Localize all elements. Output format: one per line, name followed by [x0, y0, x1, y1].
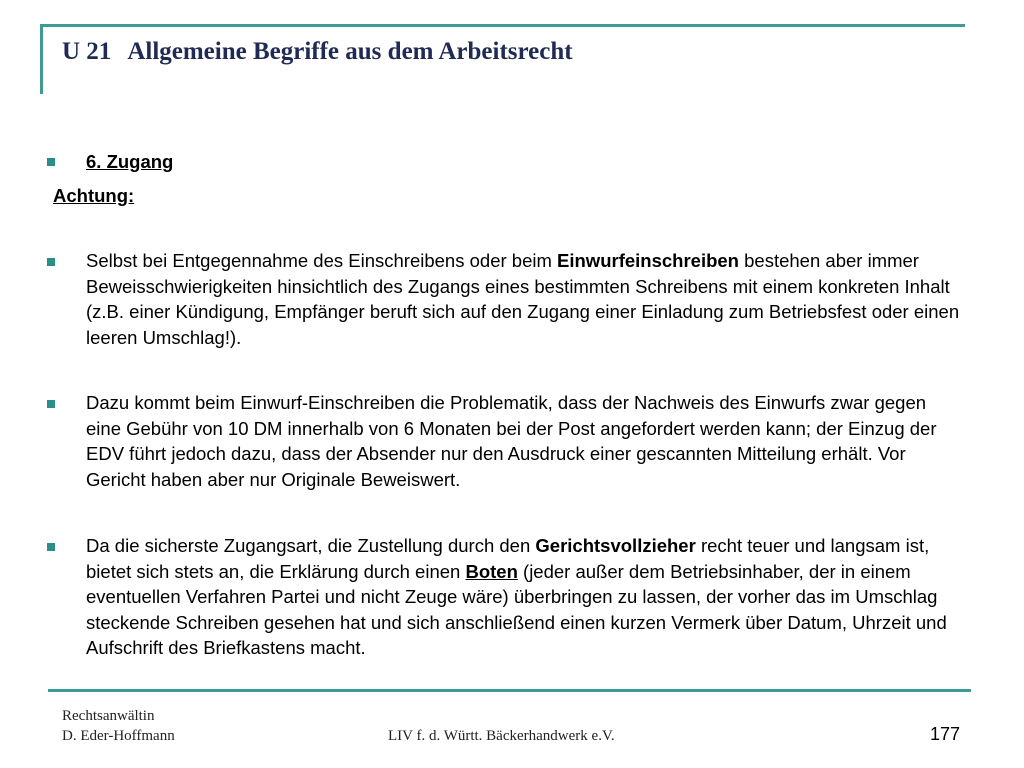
bullet-square-icon	[47, 543, 55, 551]
note-label: Achtung:	[53, 185, 135, 206]
bold-term: Gerichtsvollzieher	[535, 535, 696, 556]
paragraph-text: bestehen aber immer Beweisschwierigkeiten hinsichtlich des Zugangs eines bestimmten Schreibens mit einem konkreten Inhalt (z.B. einer Kündigung, Empfänger beruft sich auf den Zugang einer Einladung zum Betriebsfest oder einen leeren Umschlag!).	[86, 250, 960, 348]
paragraph-text: Selbst bei Entgegennahme des Einschreibens oder beim	[86, 250, 558, 271]
footer-author	[62, 706, 175, 746]
title-text: Allgemeine Begriffe aus dem Arbeitsrecht	[127, 38, 573, 65]
page-number: 177	[930, 724, 961, 744]
paragraph-text: recht teuer und langsam ist, bietet sich stets an, die Erklärung durch einen	[86, 535, 930, 582]
bullet-square-icon	[47, 400, 55, 408]
slide-title	[62, 38, 573, 66]
bold-term: Boten	[465, 560, 518, 582]
footer-organization: LIV f. d. Württ. Bäckerhandwerk e.V.	[388, 728, 615, 744]
author-title: Rechtsanwältin	[62, 708, 155, 724]
section-label: 6. Zugang	[86, 151, 174, 172]
paragraph-text: Dazu kommt beim Einwurf-Einschreiben die Problematik, dass der Nachweis des Einwurfs zwar gegen eine Gebühr von 10 DM innerhalb von 6 Monaten bei der Post angefordert werden kann; der Einzug der EDV führt jedoch dazu, dass der Absender nur den Ausdruck einer gescannten Mitteilung erhält. Vor Gericht haben aber nur Originale Beweiswert.	[86, 392, 937, 490]
bold-term: Einwurfeinschreiben	[557, 250, 739, 271]
author-name: D. Eder-Hoffmann	[62, 728, 175, 744]
paragraph-item	[86, 248, 966, 350]
paragraph-item	[86, 390, 956, 492]
top-divider	[42, 24, 965, 27]
title-number: U 21	[62, 38, 112, 65]
bullet-square-icon	[47, 158, 55, 166]
paragraph-item	[86, 533, 966, 661]
title-left-divider	[40, 24, 43, 94]
paragraph-text: (jeder außer dem Betriebsinhaber, der in einem eventuellen Verfahren Partei und nicht Zeuge wäre) überbringen zu lassen, der vorher das im Umschlag steckende Schreiben gesehen hat und sich anschließend einen kurzen Vermerk über Datum, Uhrzeit und Aufschrift des Briefkastens macht.	[86, 560, 947, 659]
paragraph-text: Da die sicherste Zugangsart, die Zustellung durch den	[86, 535, 536, 556]
bottom-divider	[48, 689, 971, 692]
bullet-square-icon	[47, 258, 55, 266]
